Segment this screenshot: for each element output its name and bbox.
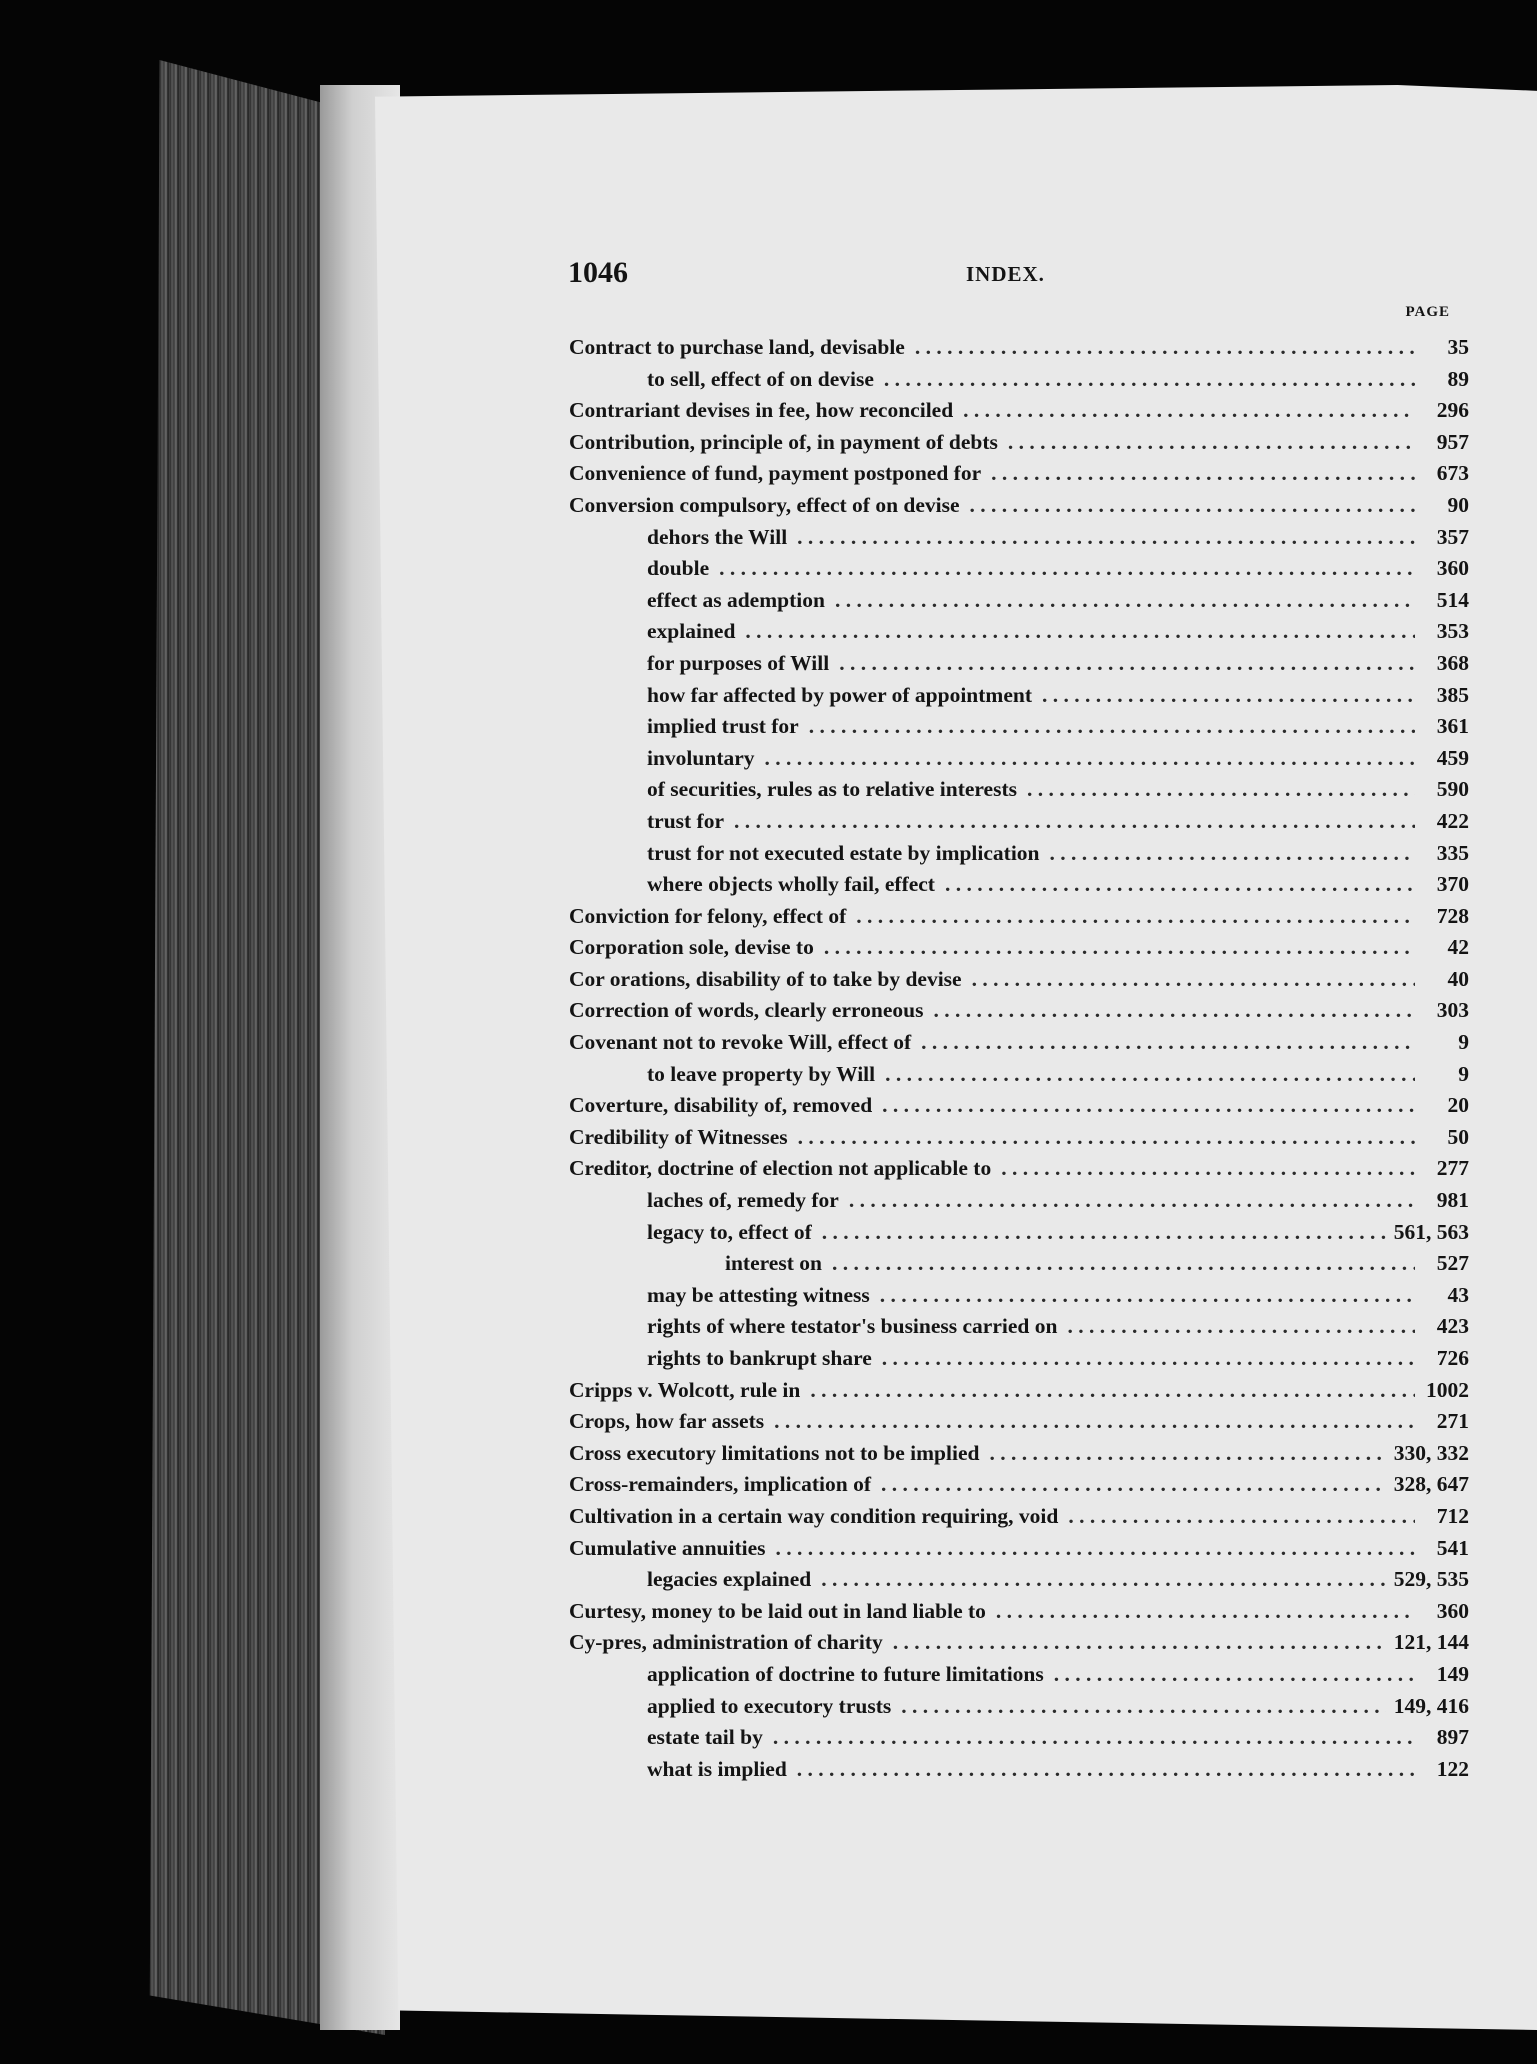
index-entry — [569, 1757, 1469, 1789]
index-entry — [569, 588, 1469, 620]
index-entry-text: Cy-pres, administration of charity — [569, 1630, 883, 1655]
index-entry-text: legacy to, effect of — [647, 1219, 812, 1244]
index-entry — [569, 714, 1469, 746]
index-entry — [569, 1441, 1469, 1473]
dot-leader — [839, 651, 1415, 676]
dot-leader — [884, 367, 1415, 392]
index-entry-text: implied trust for — [647, 714, 799, 739]
dot-leader — [1008, 430, 1415, 455]
index-entry-text: legacies explained — [647, 1567, 812, 1592]
index-entry-text: applied to executory trusts — [647, 1693, 892, 1718]
page-column-label: PAGE — [1405, 304, 1450, 320]
dot-leader — [1001, 1156, 1415, 1181]
dot-leader — [921, 1030, 1415, 1055]
index-entry-text: Crops, how far assets — [569, 1409, 765, 1434]
index-entry-page: 459 — [1436, 745, 1469, 770]
dot-leader — [734, 809, 1415, 834]
index-entry-page: 43 — [1447, 1282, 1469, 1307]
dot-leader — [915, 335, 1415, 360]
index-entry-text: to sell, effect of on devise — [647, 366, 874, 391]
index-entry — [569, 1314, 1469, 1346]
index-entry — [569, 367, 1469, 399]
index-entry-page: 20 — [1447, 1093, 1469, 1118]
index-entry-page: 673 — [1436, 461, 1469, 486]
index-entry-text: Cumulative annuities — [569, 1535, 766, 1560]
index-entry-page: 35 — [1447, 335, 1469, 359]
index-entry-text: Conversion compulsory, effect of on devise — [569, 492, 960, 517]
index-entry-text: what is implied — [647, 1756, 787, 1781]
dot-leader — [893, 1630, 1386, 1655]
index-entry-page: 957 — [1436, 429, 1469, 454]
index-entry-text: Creditor, doctrine of election not applicable to — [569, 1156, 992, 1181]
dot-leader — [901, 1694, 1386, 1719]
dot-leader — [765, 746, 1415, 771]
dot-leader — [991, 461, 1415, 486]
dot-leader — [945, 872, 1415, 897]
dot-leader — [797, 1757, 1415, 1782]
index-entry — [569, 430, 1469, 462]
index-entry — [569, 1630, 1469, 1662]
index-entry-text: Cultivation in a certain way condition requiring, void — [569, 1503, 1059, 1528]
index-entry — [569, 1346, 1469, 1378]
index-entry — [569, 1156, 1469, 1188]
dot-leader — [996, 1599, 1415, 1624]
index-entry-page: 50 — [1447, 1124, 1469, 1149]
index-entry — [569, 1093, 1469, 1125]
index-entry-page: 590 — [1436, 777, 1469, 802]
index-entry — [569, 935, 1469, 967]
index-entry-text: trust for — [647, 808, 725, 833]
dot-leader — [963, 398, 1415, 423]
index-entry-page: 423 — [1436, 1314, 1469, 1339]
page-header — [568, 256, 1438, 296]
index-entry — [569, 1599, 1469, 1631]
index-entry-page: 529, 535 — [1393, 1567, 1469, 1592]
index-entry — [569, 619, 1469, 651]
index-entry-text: Cor orations, disability of to take by devise — [569, 966, 962, 991]
index-entry — [569, 1694, 1469, 1726]
dot-leader — [798, 1125, 1415, 1150]
index-entry-text: Correction of words, clearly erroneous — [569, 998, 924, 1023]
dot-leader — [797, 525, 1415, 550]
index-entry-page: 149 — [1436, 1661, 1469, 1686]
index-entry-text: where objects wholly fail, effect — [647, 872, 935, 897]
index-entry-text: trust for not executed estate by implication — [647, 840, 1040, 865]
index-entry-text: Contribution, principle of, in payment of debts — [569, 429, 998, 454]
index-entry-text: Covenant not to revoke Will, effect of — [569, 1030, 912, 1055]
index-entry-text: to leave property by Will — [647, 1061, 876, 1086]
index-entry-page: 981 — [1436, 1188, 1469, 1213]
index-entry-text: Cripps v. Wolcott, rule in — [569, 1377, 801, 1402]
index-entry-page: 328, 647 — [1393, 1472, 1469, 1497]
index-entry-page: 277 — [1436, 1156, 1469, 1181]
index-entry — [569, 777, 1469, 809]
index-entry-page: 40 — [1447, 966, 1469, 991]
index-entry-page: 385 — [1436, 682, 1469, 707]
dot-leader — [835, 588, 1415, 613]
index-entry — [569, 525, 1469, 557]
index-entry — [569, 1220, 1469, 1252]
index-entry-page: 149, 416 — [1393, 1693, 1469, 1718]
index-entry — [569, 904, 1469, 936]
dot-leader — [809, 714, 1415, 739]
dot-leader — [849, 1188, 1415, 1213]
index-entry — [569, 556, 1469, 588]
index-entry-page: 90 — [1447, 492, 1469, 517]
index-entry — [569, 1062, 1469, 1094]
index-entry-text: Coverture, disability of, removed — [569, 1093, 873, 1118]
dot-leader — [882, 1093, 1415, 1118]
index-entry — [569, 683, 1469, 715]
index-entry-page: 897 — [1436, 1725, 1469, 1750]
dot-leader — [745, 619, 1415, 644]
index-entry — [569, 1567, 1469, 1599]
index-entry-page: 1002 — [1426, 1377, 1469, 1402]
index-entry — [569, 461, 1469, 493]
index-entry — [569, 1251, 1469, 1283]
dot-leader — [1054, 1662, 1415, 1687]
index-entry-page: 335 — [1436, 840, 1469, 865]
index-entry-page: 360 — [1436, 556, 1469, 581]
index-entry-page: 9 — [1458, 1030, 1469, 1055]
index-entry-text: Convenience of fund, payment postponed for — [569, 461, 982, 486]
index-entry — [569, 1409, 1469, 1441]
index-entry — [569, 967, 1469, 999]
dot-leader — [832, 1251, 1415, 1276]
index-list — [569, 335, 1469, 1788]
dot-leader — [824, 935, 1415, 960]
index-entry-text: dehors the Will — [647, 524, 788, 549]
dot-leader — [774, 1409, 1415, 1434]
dot-leader — [773, 1725, 1415, 1750]
index-entry-page: 9 — [1458, 1061, 1469, 1086]
index-entry-page: 89 — [1447, 366, 1469, 391]
index-entry-text: of securities, rules as to relative interests — [647, 777, 1017, 802]
index-entry-text: estate tail by — [647, 1725, 763, 1750]
index-entry — [569, 1030, 1469, 1062]
index-entry — [569, 1504, 1469, 1536]
index-entry — [569, 841, 1469, 873]
index-entry — [569, 1662, 1469, 1694]
index-entry-text: Contract to purchase land, devisable — [569, 335, 905, 359]
index-entry-text: interest on — [725, 1251, 822, 1276]
dot-leader — [822, 1220, 1386, 1245]
index-entry — [569, 651, 1469, 683]
index-entry-page: 361 — [1436, 714, 1469, 739]
index-entry — [569, 493, 1469, 525]
index-entry-page: 42 — [1447, 935, 1469, 960]
index-entry-text: for purposes of Will — [647, 650, 830, 675]
index-entry — [569, 1283, 1469, 1315]
index-entry-text: Cross executory limitations not to be implied — [569, 1440, 980, 1465]
index-entry-page: 122 — [1436, 1756, 1469, 1781]
dot-leader — [821, 1567, 1386, 1592]
dot-leader — [1068, 1504, 1415, 1529]
index-entry-text: Corporation sole, devise to — [569, 935, 814, 960]
running-head: INDEX. — [966, 262, 1045, 286]
index-entry-page: 303 — [1436, 998, 1469, 1023]
index-entry-page: 271 — [1436, 1409, 1469, 1434]
index-entry-text: Conviction for felony, effect of — [569, 903, 847, 928]
dot-leader — [856, 904, 1415, 929]
index-entry — [569, 1188, 1469, 1220]
index-entry — [569, 1472, 1469, 1504]
index-entry — [569, 809, 1469, 841]
index-entry-page: 121, 144 — [1393, 1630, 1469, 1655]
index-entry-page: 728 — [1436, 903, 1469, 928]
index-entry-page: 330, 332 — [1393, 1440, 1469, 1465]
dot-leader — [1050, 841, 1415, 866]
index-entry — [569, 1378, 1469, 1410]
index-entry-text: rights to bankrupt share — [647, 1346, 872, 1370]
index-entry-page: 357 — [1436, 524, 1469, 549]
index-entry-text: laches of, remedy for — [647, 1188, 839, 1213]
dot-leader — [970, 493, 1415, 518]
index-entry — [569, 1536, 1469, 1568]
dot-leader — [776, 1536, 1415, 1561]
index-entry — [569, 872, 1469, 904]
index-entry-page: 353 — [1436, 619, 1469, 644]
index-entry-text: double — [647, 556, 710, 581]
index-entry-text: Cross-remainders, implication of — [569, 1472, 871, 1497]
index-entry-text: Contrariant devises in fee, how reconciled — [569, 398, 954, 423]
index-entry-text: application of doctrine to future limitations — [647, 1661, 1044, 1686]
index-entry — [569, 398, 1469, 430]
index-entry-page: 370 — [1436, 872, 1469, 897]
index-entry-text: Curtesy, money to be laid out in land liable to — [569, 1598, 986, 1623]
dot-leader — [880, 1283, 1415, 1308]
index-entry-page: 422 — [1436, 808, 1469, 833]
dot-leader — [810, 1378, 1415, 1403]
dot-leader — [885, 1062, 1415, 1087]
index-entry-page: 296 — [1436, 398, 1469, 423]
index-entry-text: rights of where testator's business carried on — [647, 1314, 1058, 1339]
dot-leader — [933, 998, 1415, 1023]
dot-leader — [1027, 777, 1415, 802]
index-entry-page: 561, 563 — [1393, 1219, 1469, 1244]
dot-leader — [972, 967, 1415, 992]
index-entry-page: 726 — [1436, 1346, 1469, 1370]
dot-leader — [1067, 1314, 1415, 1339]
index-entry-page: 368 — [1436, 650, 1469, 675]
page-number: 1046 — [568, 256, 628, 289]
dot-leader — [1042, 683, 1415, 708]
index-entry-text: involuntary — [647, 745, 755, 770]
index-entry — [569, 746, 1469, 778]
index-entry-page: 712 — [1436, 1503, 1469, 1528]
index-entry-page: 527 — [1436, 1251, 1469, 1276]
index-entry — [569, 335, 1469, 367]
dot-leader — [882, 1346, 1415, 1371]
index-entry-page: 360 — [1436, 1598, 1469, 1623]
index-entry-text: Credibility of Witnesses — [569, 1124, 788, 1149]
index-entry-text: explained — [647, 619, 736, 644]
index-entry — [569, 998, 1469, 1030]
index-entry-page: 514 — [1436, 587, 1469, 612]
index-entry-text: effect as ademption — [647, 587, 825, 612]
index-entry — [569, 1125, 1469, 1157]
dot-leader — [719, 556, 1415, 581]
index-entry-page: 541 — [1436, 1535, 1469, 1560]
index-entry-text: how far affected by power of appointment — [647, 682, 1032, 707]
index-entry — [569, 1725, 1469, 1757]
dot-leader — [989, 1441, 1385, 1466]
dot-leader — [881, 1472, 1386, 1497]
index-entry-text: may be attesting witness — [647, 1282, 870, 1307]
